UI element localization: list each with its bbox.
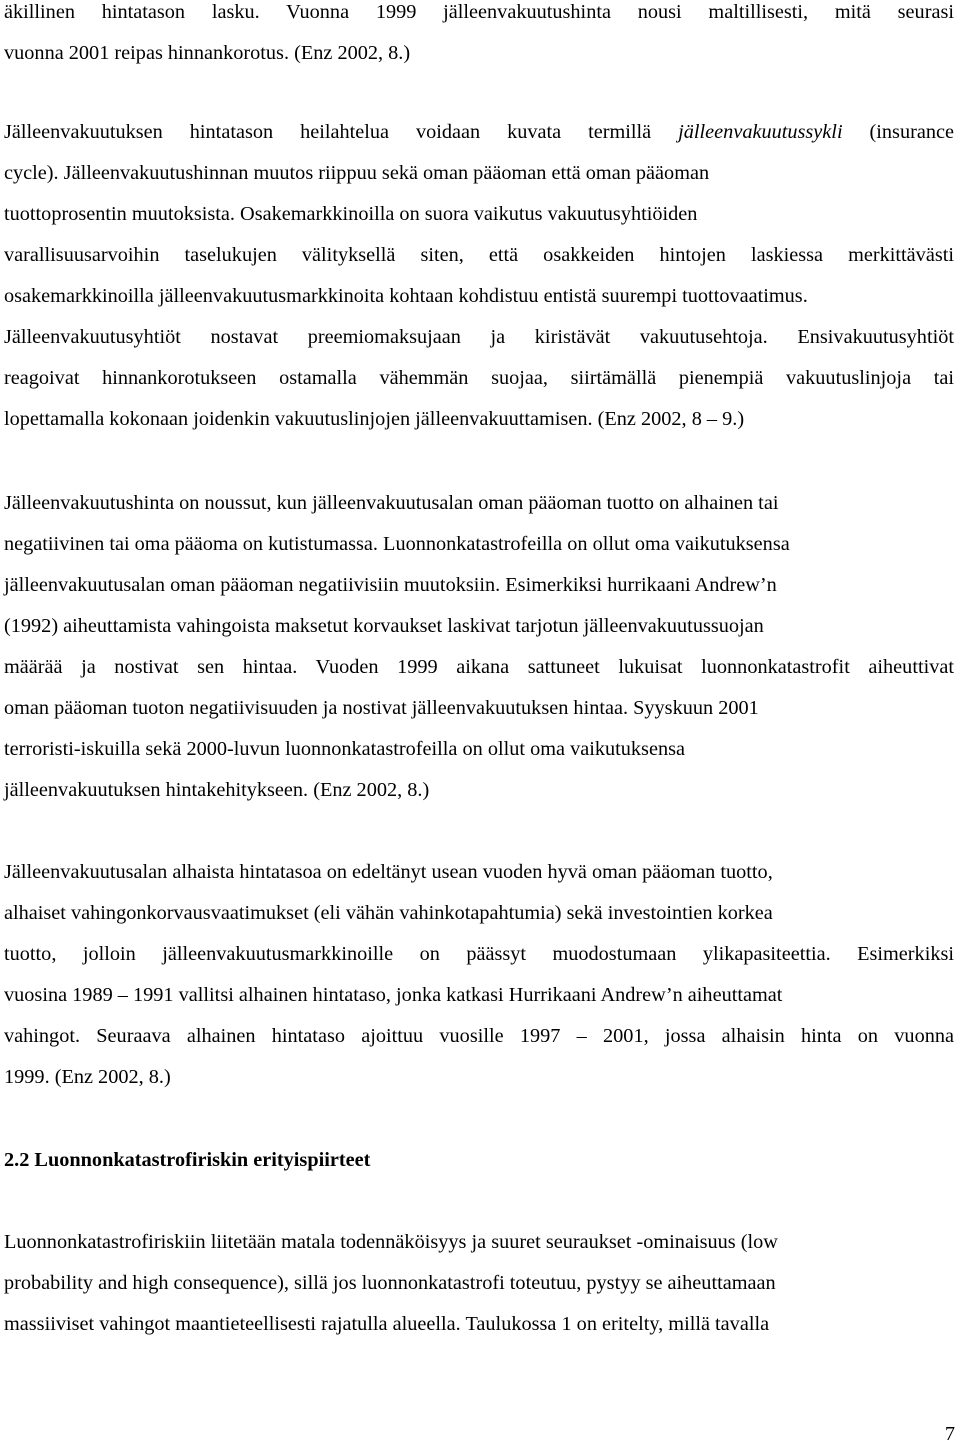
text-line <box>4 112 954 153</box>
text-line: tuottoprosentin muutoksista. Osakemarkkinoilla on suora vaikutus vakuutusyhtiöiden <box>4 203 698 225</box>
text-line: äkillinen hintatason lasku. Vuonna 1999 jälleenvakuutushinta nousi maltillisesti, mitä seurasi <box>4 1 954 23</box>
text-line: vuonna 2001 reipas hinnankorotus. (Enz 2002, 8.) <box>4 42 411 64</box>
paragraph-1 <box>4 0 954 74</box>
section-heading: 2.2 Luonnonkatastrofiriskin erityispiirteet <box>4 1149 371 1171</box>
text-line: lopettamalla kokonaan joidenkin vakuutuslinjojen jälleenvakuuttamisen. (Enz 2002, 8 – 9.) <box>4 408 745 430</box>
text-line: oman pääoman tuoton negatiivisuuden ja nostivat jälleenvakuutuksen hintaa. Syyskuun 2001 <box>4 697 759 719</box>
text-line: reagoivat hinnankorotukseen ostamalla vähemmän suojaa, siirtämällä pienempiä vakuutuslinjoja tai <box>4 367 954 389</box>
text-line: varallisuusarvoihin taselukujen välityksellä siten, että osakkeiden hintojen laskiessa merkittävästi <box>4 244 954 266</box>
text-line: negatiivinen tai oma pääoma on kutistumassa. Luonnonkatastrofeilla on ollut oma vaikutuksensa <box>4 533 790 555</box>
text-line: jälleenvakuutuksen hintakehitykseen. (Enz 2002, 8.) <box>4 779 430 801</box>
text-line: vuosina 1989 – 1991 vallitsi alhainen hintataso, jonka katkasi Hurrikaani Andrew’n aiheuttamat <box>4 984 783 1006</box>
text-line: osakemarkkinoilla jälleenvakuutusmarkkinoita kohtaan kohdistuu entistä suurempi tuottovaatimus. <box>4 285 808 307</box>
text-line: 1999. (Enz 2002, 8.) <box>4 1066 171 1088</box>
text-line: cycle). Jälleenvakuutushinnan muutos riippuu sekä oman pääoman että oman pääoman <box>4 162 710 184</box>
paragraph-3 <box>4 483 954 811</box>
text-line: (1992) aiheuttamista vahingoista maksetut korvaukset laskivat tarjotun jälleenvakuutussuojan <box>4 615 764 637</box>
text-line: vahingot. Seuraava alhainen hintataso ajoittuu vuosille 1997 – 2001, jossa alhaisin hinta on vuonna <box>4 1025 954 1047</box>
text-line: alhaiset vahingonkorvausvaatimukset (eli vähän vahinkotapahtumia) sekä investointien korkea <box>4 902 773 924</box>
text-line: Jälleenvakuutusyhtiöt nostavat preemiomaksujaan ja kiristävät vakuutusehtoja. Ensivakuutusyhtiöt <box>4 326 954 348</box>
paragraph-4 <box>4 852 954 1098</box>
page-number: 7 <box>944 1423 955 1445</box>
text-line: jälleenvakuutusalan oman pääoman negatiivisiin muutoksiin. Esimerkiksi hurrikaani Andrew’n <box>4 574 777 596</box>
paragraph-5 <box>4 1222 954 1345</box>
text-line: tuotto, jolloin jälleenvakuutusmarkkinoille on päässyt muodostumaan ylikapasiteettia. Esimerkiksi <box>4 943 954 965</box>
text-line: terroristi-iskuilla sekä 2000-luvun luonnonkatastrofeilla on ollut oma vaikutuksensa <box>4 738 685 760</box>
paragraph-2 <box>4 112 954 440</box>
text-segment: (insurance <box>842 121 954 143</box>
text-line: Luonnonkatastrofiriskiin liitetään matala todennäköisyys ja suuret seuraukset -ominaisuus (low <box>4 1231 778 1253</box>
text-line: Jälleenvakuutusalan alhaista hintatasoa on edeltänyt usean vuoden hyvä oman pääoman tuotto, <box>4 861 773 883</box>
text-line: probability and high consequence), sillä jos luonnonkatastrofi toteutuu, pystyy se aiheuttamaan <box>4 1272 776 1294</box>
text-line: massiiviset vahingot maantieteellisesti rajatulla alueella. Taulukossa 1 on eritelty, millä tavalla <box>4 1313 770 1335</box>
text-line: määrää ja nostivat sen hintaa. Vuoden 1999 aikana sattuneet lukuisat luonnonkatastrofit aiheuttivat <box>4 656 954 678</box>
text-segment: Jälleenvakuutuksen hintatason heilahtelua voidaan kuvata termillä <box>4 121 679 143</box>
emphasized-term: jälleenvakuutussykli <box>678 121 843 143</box>
text-line: Jälleenvakuutushinta on noussut, kun jälleenvakuutusalan oman pääoman tuotto on alhainen tai <box>4 492 779 514</box>
